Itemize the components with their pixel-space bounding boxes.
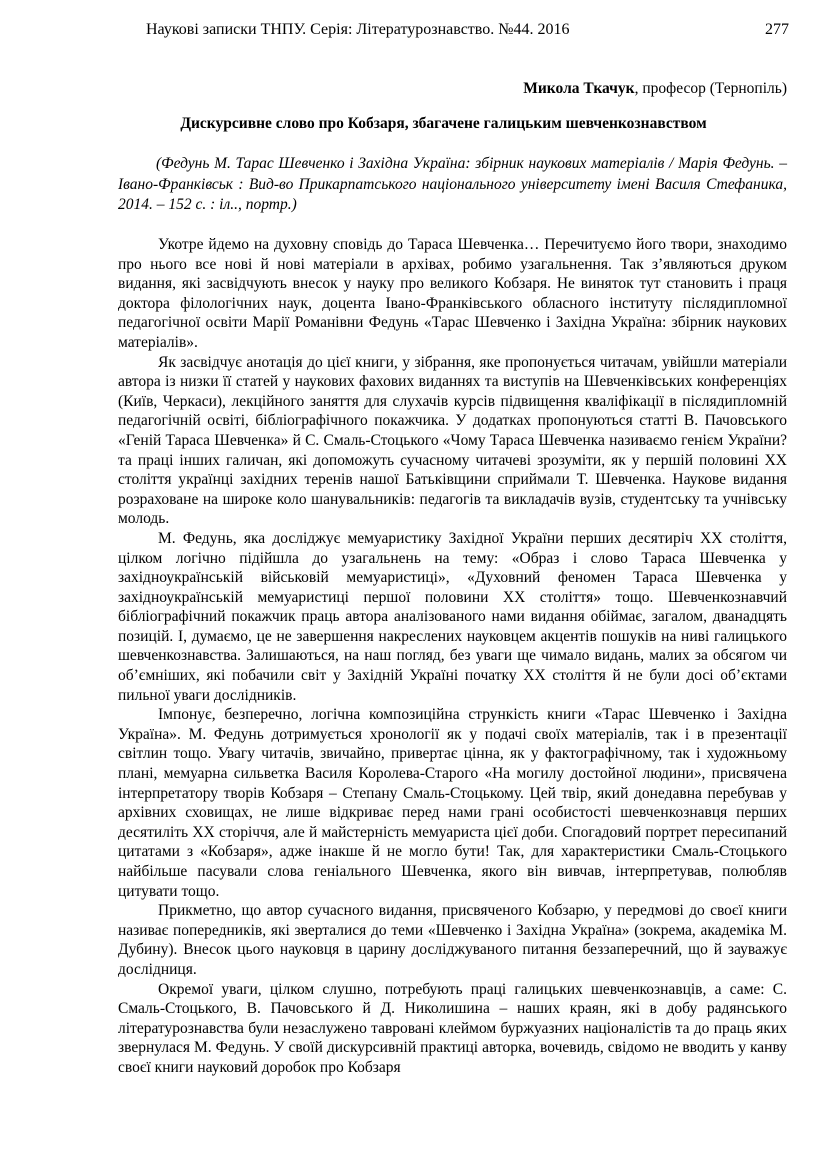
reviewed-book-citation: (Федунь М. Тарас Шевченко і Західна Україна: збірник наукових матеріалів / Марія Федунь. – Івано-Франківськ : Вид-во Прикарпатського національного університету імені Василя Стефаника, 2014. – 152 с. : іл.., портр.) [118,155,787,213]
paragraph-2: Як засвідчує анотація до цієї книги, у зібрання, яке пропонується читачам, увійшли матеріали автора із низки її статей у наукових фахових виданнях та виступів на Шевченківських конференціях (Київ, Черкаси), лекційного заняття для слухачів курсів підвищення кваліфікації в післядипломній педагогічній освіті, бібліографічного покажчика. У додатках пропонуються статті В. Пачовського «Геній Тараса Шевченка» й С. Смаль-Стоцького «Чому Тараса Шевченка називаємо генієм України? та праці інших галичан, які допоможуть сучасному читачеві зрозуміти, як у першій половині ХХ століття українці західних теренів нашої Батьківщини сприймали Т. Шевченка. Наукове видання розраховане на широке коло шанувальників: педагогів та викладачів вузів, студентську та учнівську молодь. [118,353,787,528]
author-line [523,79,787,99]
paragraph-6: Окремої уваги, цілком слушно, потребують праці галицьких шевченкознавців, а саме: С. Смаль-Стоцького, В. Пачовського й Д. Николишина – наших краян, які в добу радянського літературознавства були незаслужено тавровані клеймом буржуазних націоналістів та до праць яких звернулася М. Федунь. У своїй дискурсивній практиці авторка, вочевидь, свідомо не вводить у канву своєї книги науковий доробок про Кобзаря [118,980,787,1076]
paragraph-1: Укотре йдемо на духовну сповідь до Тараса Шевченка… Перечитуємо його твори, знаходимо про нього все нові й нові матеріали в архівах, робимо узагальнення. Так з’являються друком видання, які засвідчують внесок у науку про великого Кобзаря. Не виняток тут становить і праця доктора філологічних наук, доцента Івано-Франківського обласного інституту післядипломної педагогічної освіти Марії Романівни Федунь «Тарас Шевченко і Західна Україна: збірник наукових матеріалів». [118,236,787,351]
author-name: Микола Ткачук [523,80,635,97]
page-number: 277 [765,21,789,38]
paragraph-4: Імпонує, безперечно, логічна композиційна стрункість книги «Тарас Шевченко і Західна Україна». М. Федунь дотримується хронології як у подачі своїх матеріалів, так і в презентації світлин тощо. Увагу читачів, звичайно, привертає цінна, як у фактографічному, так і художньому плані, мемуарна сильветка Василя Королева-Старого «На могилу достойної людини», присвячена інтерпретатору творів Кобзаря – Степану Смаль-Стоцькому. Цей твір, який донедавна перебував у архівних сховищах, не лише відкриває перед нами грані особистості шевченкознавця перших десятиліть ХХ сторіччя, але й майстерність мемуариста цієї доби. Спогадовий портрет пересипаний цитатами з «Кобзаря», адже інакше й не могло бути! Так, для характеристики Смаль-Стоцького найбільше пасували слова геніального Шевченка, якого він вивчав, інтерпретував, полюбляв цитувати тощо. [118,706,787,900]
article-body [118,235,787,1078]
paragraph-3: М. Федунь, яка досліджує мемуаристику Західної України перших десятиріч ХХ століття, цілком логічно підійшла до узагальнень на тему: «Образ і слово Тараса Шевченка у західноукраїнській військовій мемуаристиці», «Духовний феномен Тараса Шевченка у західноукраїнській мемуаристиці першої половини ХХ століття» тощо. Шевченкознавчий бібліографічний покажчик праць автора аналізованого нами видання обіймає, загалом, дванадцять позицій. І, думаємо, це не завершення накреслених науковцем акцентів пошуків на ниві галицького шевченкознавства. Залишаються, на наш погляд, без уваги ще чимало видань, малих за обсягом чи об’ємніших, які побачили світ у Західній Україні початку ХХ століття й не були досі об’єктами пильної уваги дослідників. [118,529,787,704]
author-affiliation: , професор (Тернопіль) [634,80,787,97]
running-header [146,18,789,42]
paragraph-5: Прикметно, що автор сучасного видання, присвяченого Кобзарю, у передмові до своєї книги називає попередників, які зверталися до теми «Шевченко і Західна Україна» (зокрема, академіка М. Дубину). Внесок цього науковця в царину досліджуваного питання беззаперечний, що й зауважує дослідниця. [118,902,787,978]
article-title: Дискурсивне слово про Кобзаря, збагачене галицьким шевченкознавством [180,115,707,132]
journal-title: Наукові записки ТНПУ. Серія: Літературознавство. №44. 2016 [146,21,570,38]
